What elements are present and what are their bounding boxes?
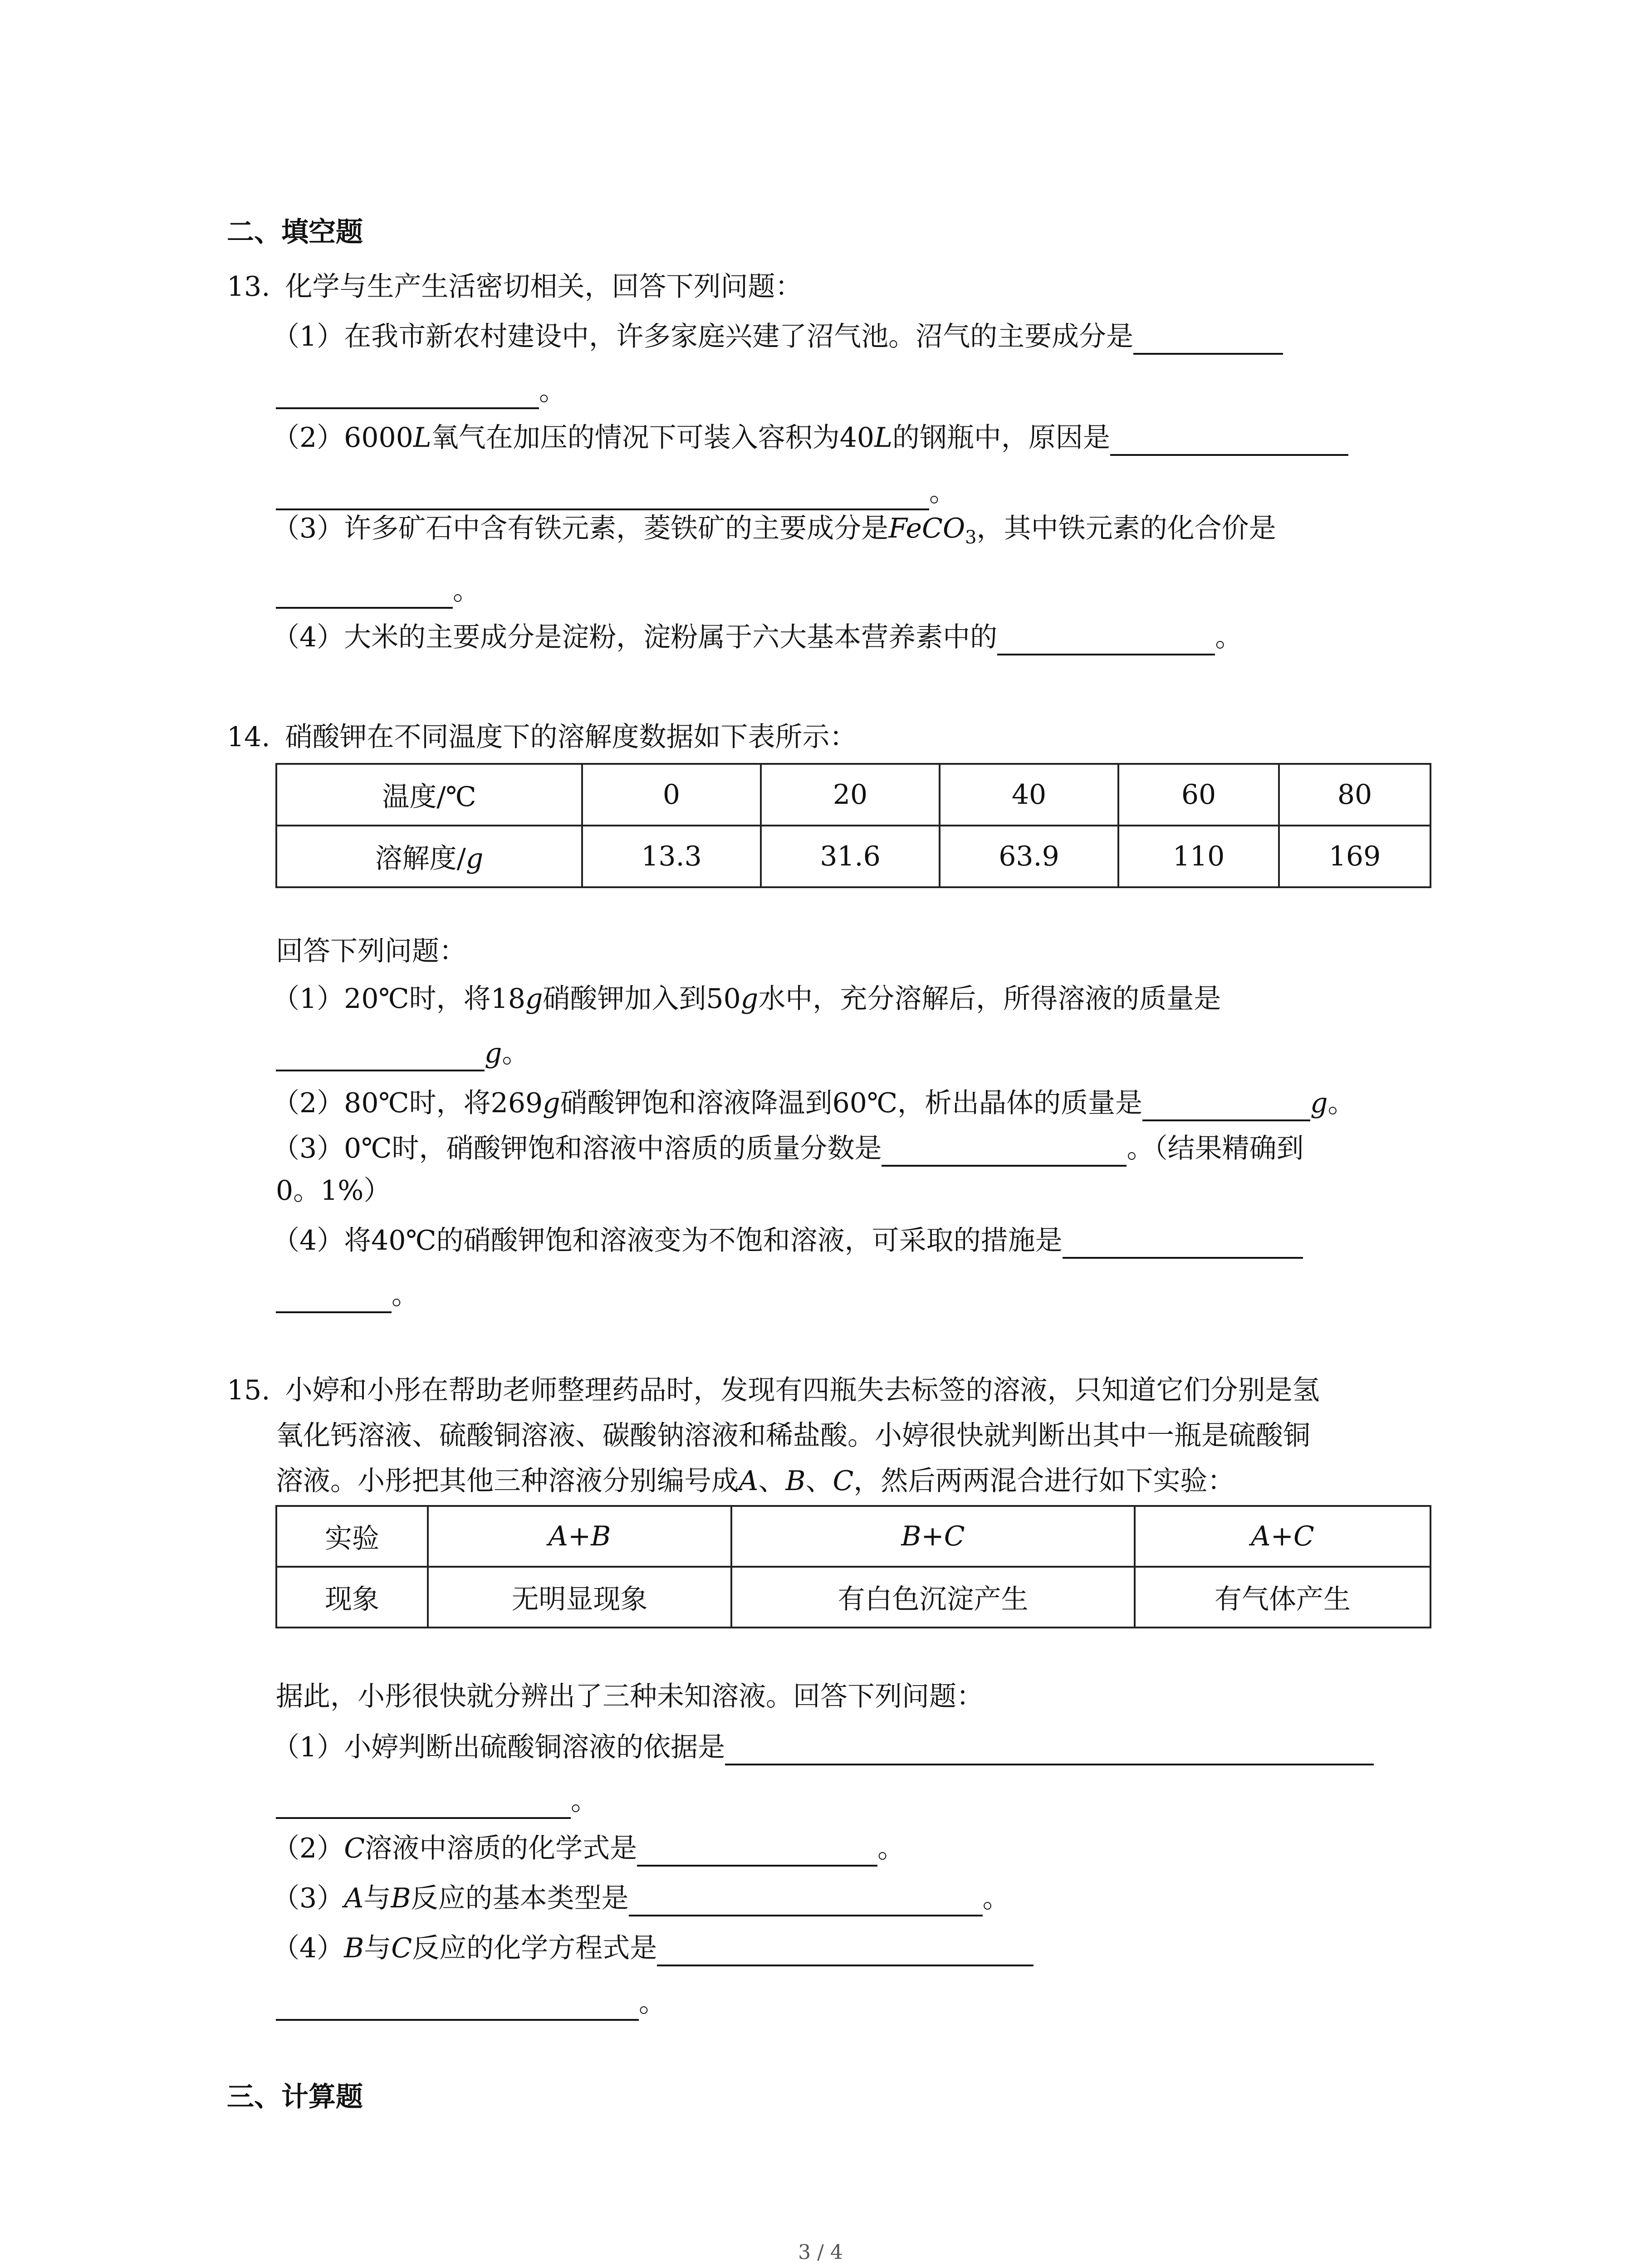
q14-p3-b: 。（结果精确到 xyxy=(1127,1133,1304,1164)
table-header-ab: A+B xyxy=(428,1506,731,1567)
q15-part4-cont xyxy=(276,1984,666,2021)
separator: 、 xyxy=(805,1465,833,1497)
answer-blank[interactable] xyxy=(276,480,929,510)
q14-stem-text: 硝酸钾在不同温度下的溶解度数据如下表所示： xyxy=(285,721,857,753)
q13-part1-cont xyxy=(276,373,566,409)
q14-number: 14. xyxy=(227,721,270,753)
q13-p2-b: 氧气在加压的情况下可装入容积为40 xyxy=(431,422,875,454)
table-header-ac: A+C xyxy=(1135,1506,1430,1567)
var-C: C xyxy=(344,1833,365,1864)
answer-blank[interactable] xyxy=(276,579,453,609)
var-C: C xyxy=(391,1932,412,1964)
answer-blank[interactable] xyxy=(276,1041,485,1071)
answer-blank[interactable] xyxy=(1110,426,1348,456)
answer-blank[interactable] xyxy=(725,1735,1374,1765)
q14-part2 xyxy=(272,1085,1355,1121)
answer-blank[interactable] xyxy=(629,1887,983,1916)
conjunction: 与 xyxy=(363,1882,391,1914)
q15-p1-text: （1）小婷判断出硫酸铜溶液的依据是 xyxy=(272,1731,725,1763)
unit-g: g xyxy=(740,983,759,1015)
period: 。 xyxy=(453,575,480,606)
table-row xyxy=(276,826,1430,887)
q15-part2 xyxy=(272,1830,905,1867)
period: 。 xyxy=(639,1987,666,2019)
q14-p4-text: （4）将40℃的硝酸钾饱和溶液变为不饱和溶液，可采取的措施是 xyxy=(272,1225,1063,1256)
unit-L: L xyxy=(413,422,431,454)
q14-part1-cont xyxy=(276,1035,529,1071)
q15-line2: 氧化钙溶液、硫酸铜溶液、碳酸钠溶液和稀盐酸。小婷很快就判断出其中一瓶是硫酸铜 xyxy=(276,1420,1310,1452)
answer-blank[interactable] xyxy=(276,1991,639,2021)
answer-blank[interactable] xyxy=(1133,325,1283,355)
unit-L: L xyxy=(874,422,892,454)
conjunction: 与 xyxy=(364,1932,392,1964)
table-cell: 13.3 xyxy=(582,826,761,887)
q13-part4 xyxy=(272,619,1242,655)
answer-blank[interactable] xyxy=(1063,1229,1303,1259)
q13-part2-cont xyxy=(276,474,956,510)
q14-p1-c: 水中，充分溶解后，所得溶液的质量是 xyxy=(758,983,1221,1015)
period: 。 xyxy=(929,476,956,508)
q14-p2-b: 硝酸钾饱和溶液降温到60℃，析出晶体的质量是 xyxy=(560,1087,1143,1119)
answer-blank[interactable] xyxy=(637,1837,877,1867)
q13-p4-text: （4）大米的主要成分是淀粉，淀粉属于六大基本营养素中的 xyxy=(272,621,998,653)
q15-line1 xyxy=(227,1372,1320,1408)
table-cell: 有白色沉淀产生 xyxy=(731,1567,1135,1628)
table-cell: 31.6 xyxy=(761,826,940,887)
q13-stem-text: 化学与生产生活密切相关，回答下列问题： xyxy=(285,271,803,303)
q13-p2-a: （2）6000 xyxy=(272,422,413,454)
q14-answer-intro: 回答下列问题： xyxy=(276,935,466,967)
answer-blank[interactable] xyxy=(276,1283,392,1313)
q14-part4-cont xyxy=(276,1277,419,1313)
table-cell: 40 xyxy=(940,764,1118,826)
formula-feco3: FeCO xyxy=(888,513,965,544)
answer-blank[interactable] xyxy=(882,1137,1127,1167)
period: 。 xyxy=(392,1279,419,1311)
table-cell: 60 xyxy=(1118,764,1279,826)
q14-part3 xyxy=(272,1130,1303,1167)
formula-subscript: 3 xyxy=(965,527,977,548)
period: 。 xyxy=(1215,621,1243,653)
period: 。 xyxy=(539,375,566,407)
answer-blank[interactable] xyxy=(1142,1091,1310,1121)
table-cell: 63.9 xyxy=(940,826,1118,887)
table-cell: 169 xyxy=(1279,826,1430,887)
answer-blank[interactable] xyxy=(657,1936,1034,1966)
q13-p2-c: 的钢瓶中，原因是 xyxy=(892,422,1110,454)
q13-part1 xyxy=(272,318,1283,355)
page-number: 3 / 4 xyxy=(798,2241,843,2264)
q13-stem xyxy=(227,269,803,305)
unit-g: g xyxy=(1310,1087,1328,1119)
table-cell: 20 xyxy=(761,764,940,826)
q13-p3-a: （3）许多矿石中含有铁元素，菱铁矿的主要成分是 xyxy=(272,513,889,544)
unit-g: g xyxy=(485,1037,502,1069)
table-header-experiment: 实验 xyxy=(276,1506,428,1567)
q15-part1 xyxy=(272,1729,1374,1765)
var-B: B xyxy=(391,1882,411,1914)
q15-part3 xyxy=(272,1880,1010,1916)
unit-g: g xyxy=(543,1087,560,1119)
period: 。 xyxy=(877,1833,905,1864)
var-B: B xyxy=(344,1932,364,1964)
section-title-fill-blank: 二、填空题 xyxy=(227,216,363,248)
q15-p2-a: （2） xyxy=(272,1833,344,1864)
q14-p1-a: （1）20℃时，将18 xyxy=(272,983,525,1015)
q15-line3-a: 溶液。小彤把其他三种溶液分别编号成 xyxy=(276,1465,739,1497)
q14-p3-c: 0。1%） xyxy=(276,1175,391,1207)
q15-p4-b: 反应的化学方程式是 xyxy=(412,1932,657,1964)
q14-p2-a: （2）80℃时，将269 xyxy=(272,1087,543,1119)
table-header-temperature: 温度/℃ xyxy=(276,764,582,826)
period: 。 xyxy=(1327,1087,1355,1119)
q15-part1-cont xyxy=(276,1783,598,1819)
solubility-table xyxy=(275,763,1431,888)
var-A: A xyxy=(344,1882,364,1914)
answer-blank[interactable] xyxy=(997,626,1215,655)
table-header-bc: B+C xyxy=(731,1506,1135,1567)
answer-blank[interactable] xyxy=(276,1789,571,1819)
q15-p4-a: （4） xyxy=(272,1932,344,1964)
separator: 、 xyxy=(758,1465,786,1497)
period: 。 xyxy=(982,1882,1010,1914)
q13-part3-cont xyxy=(276,572,480,609)
label-text: 溶解度/ xyxy=(375,843,466,875)
q13-number: 13. xyxy=(227,271,270,303)
table-cell: 有气体产生 xyxy=(1135,1567,1430,1628)
q14-p1-b: 硝酸钾加入到50 xyxy=(543,983,741,1015)
table-cell: 80 xyxy=(1279,764,1430,826)
period: 。 xyxy=(571,1785,598,1817)
q13-part3 xyxy=(272,510,1276,556)
table-row xyxy=(276,764,1430,826)
q13-p3-b: ，其中铁元素的化合价是 xyxy=(976,513,1276,544)
q14-stem xyxy=(227,719,857,755)
q15-number: 15. xyxy=(227,1374,270,1406)
q15-answer-intro: 据此，小彤很快就分辨出了三种未知溶液。回答下列问题： xyxy=(276,1681,984,1712)
var-C: C xyxy=(833,1465,854,1497)
period: 。 xyxy=(502,1037,529,1069)
q15-p3-b: 反应的基本类型是 xyxy=(411,1882,629,1914)
q15-part4 xyxy=(272,1930,1034,1966)
q15-p2-b: 溶液中溶质的化学式是 xyxy=(365,1833,637,1864)
table-row xyxy=(276,1567,1430,1628)
table-header-phenomenon: 现象 xyxy=(276,1567,428,1628)
unit-g: g xyxy=(525,983,543,1015)
table-cell: 110 xyxy=(1118,826,1279,887)
q13-part2 xyxy=(272,420,1348,456)
q15-p3-a: （3） xyxy=(272,1882,344,1914)
unit-g: g xyxy=(465,843,484,875)
q15-line3-b: ，然后两两混合进行如下实验： xyxy=(853,1465,1235,1497)
table-row xyxy=(276,1506,1430,1567)
q13-p1-text: （1）在我市新农村建设中，许多家庭兴建了沼气池。沼气的主要成分是 xyxy=(272,321,1134,352)
q15-line1-text: 小婷和小彤在帮助老师整理药品时，发现有四瓶失去标签的溶液，只知道它们分别是氢 xyxy=(285,1374,1320,1406)
q14-p3-a: （3）0℃时，硝酸钾饱和溶液中溶质的质量分数是 xyxy=(272,1133,882,1164)
section-title-calculation: 三、计算题 xyxy=(227,2081,363,2113)
var-A: A xyxy=(739,1465,759,1497)
answer-blank[interactable] xyxy=(276,379,539,409)
q14-part1 xyxy=(272,981,1221,1017)
table-header-solubility xyxy=(276,826,582,887)
table-cell: 无明显现象 xyxy=(428,1567,731,1628)
q14-part4 xyxy=(272,1222,1303,1259)
experiment-table xyxy=(275,1505,1431,1628)
var-B: B xyxy=(785,1465,806,1497)
table-cell: 0 xyxy=(582,764,761,826)
q15-line3 xyxy=(276,1463,1234,1499)
